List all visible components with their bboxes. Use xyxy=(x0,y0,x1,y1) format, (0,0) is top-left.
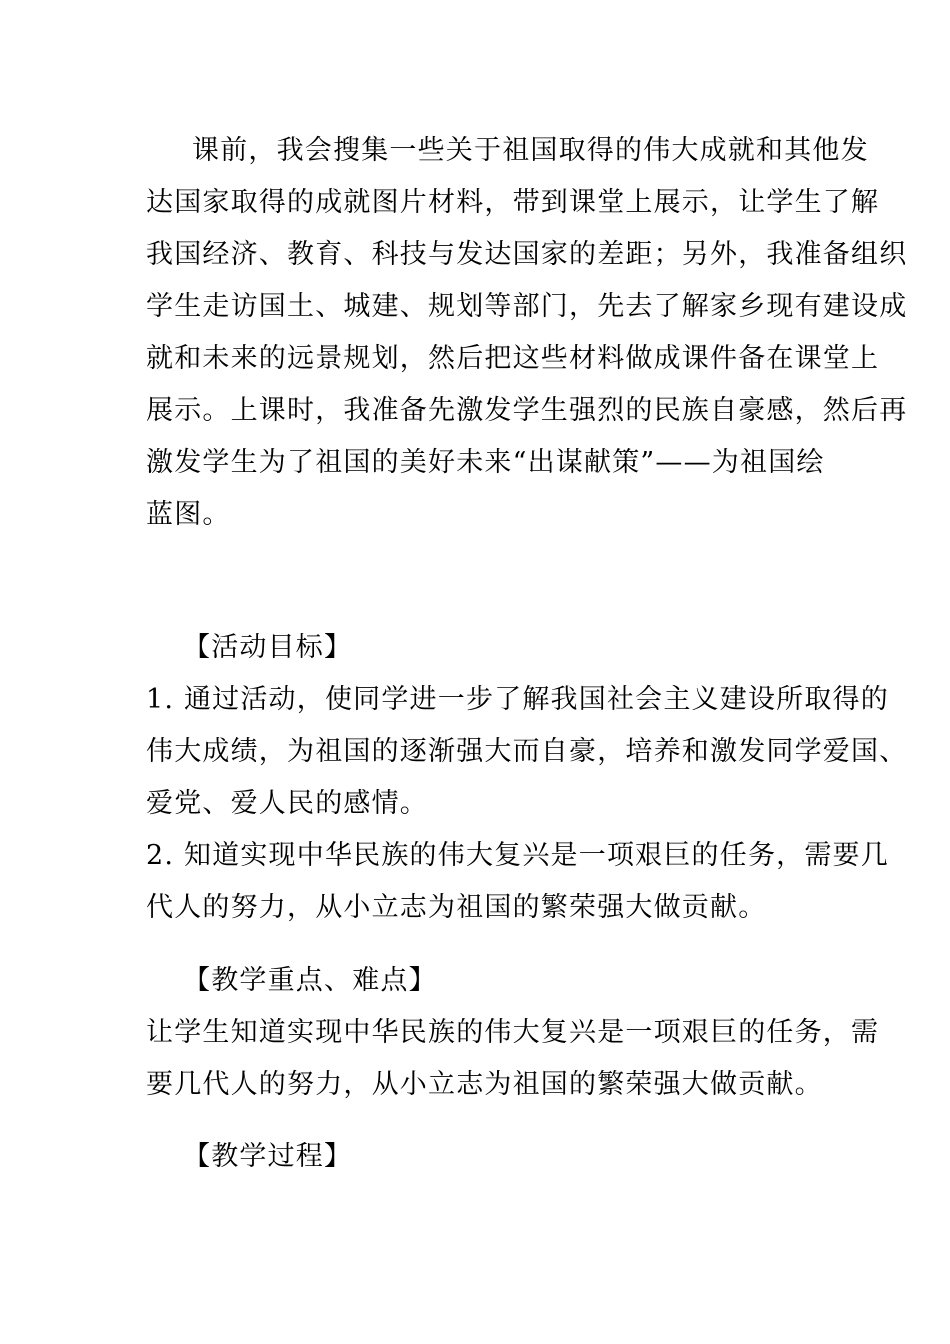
process-heading: 【教学过程】 xyxy=(183,1141,353,1172)
intro-line-1: 课前，我会搜集一些关于祖国取得的伟大成就和其他发 xyxy=(192,135,869,166)
intro-line-6: 展示。上课时，我准备先激发学生强烈的民族自豪感，然后再 xyxy=(146,395,908,426)
goals-line-5: 代人的努力，从小立志为祖国的繁荣强大做贡献。 xyxy=(146,892,767,923)
intro-line-5: 就和未来的远景规划，然后把这些材料做成课件备在课堂上 xyxy=(146,343,880,374)
goals-line-1: 1. 通过活动，使同学进一步了解我国社会主义建设所取得的 xyxy=(146,684,889,715)
intro-line-3: 我国经济、教育、科技与发达国家的差距；另外，我准备组织 xyxy=(146,239,908,270)
goals-heading: 【活动目标】 xyxy=(183,632,353,663)
intro-line-2: 达国家取得的成就图片材料，带到课堂上展示，让学生了解 xyxy=(146,187,880,218)
key-points-line-1: 让学生知道实现中华民族的伟大复兴是一项艰巨的任务，需 xyxy=(146,1017,880,1048)
goals-line-4: 2. 知道实现中华民族的伟大复兴是一项艰巨的任务，需要几 xyxy=(146,840,889,871)
goals-line-3: 爱党、爱人民的感情。 xyxy=(146,788,428,819)
key-points-heading: 【教学重点、难点】 xyxy=(183,965,437,996)
intro-line-4: 学生走访国土、城建、规划等部门，先去了解家乡现有建设成 xyxy=(146,291,908,322)
goals-line-2: 伟大成绩，为祖国的逐渐强大而自豪，培养和激发同学爱国、 xyxy=(146,736,908,767)
intro-line-7: 激发学生为了祖国的美好未来“出谋献策”——为祖国绘 xyxy=(146,447,825,478)
key-points-line-2: 要几代人的努力，从小立志为祖国的繁荣强大做贡献。 xyxy=(146,1069,823,1100)
intro-line-8: 蓝图。 xyxy=(146,499,231,530)
